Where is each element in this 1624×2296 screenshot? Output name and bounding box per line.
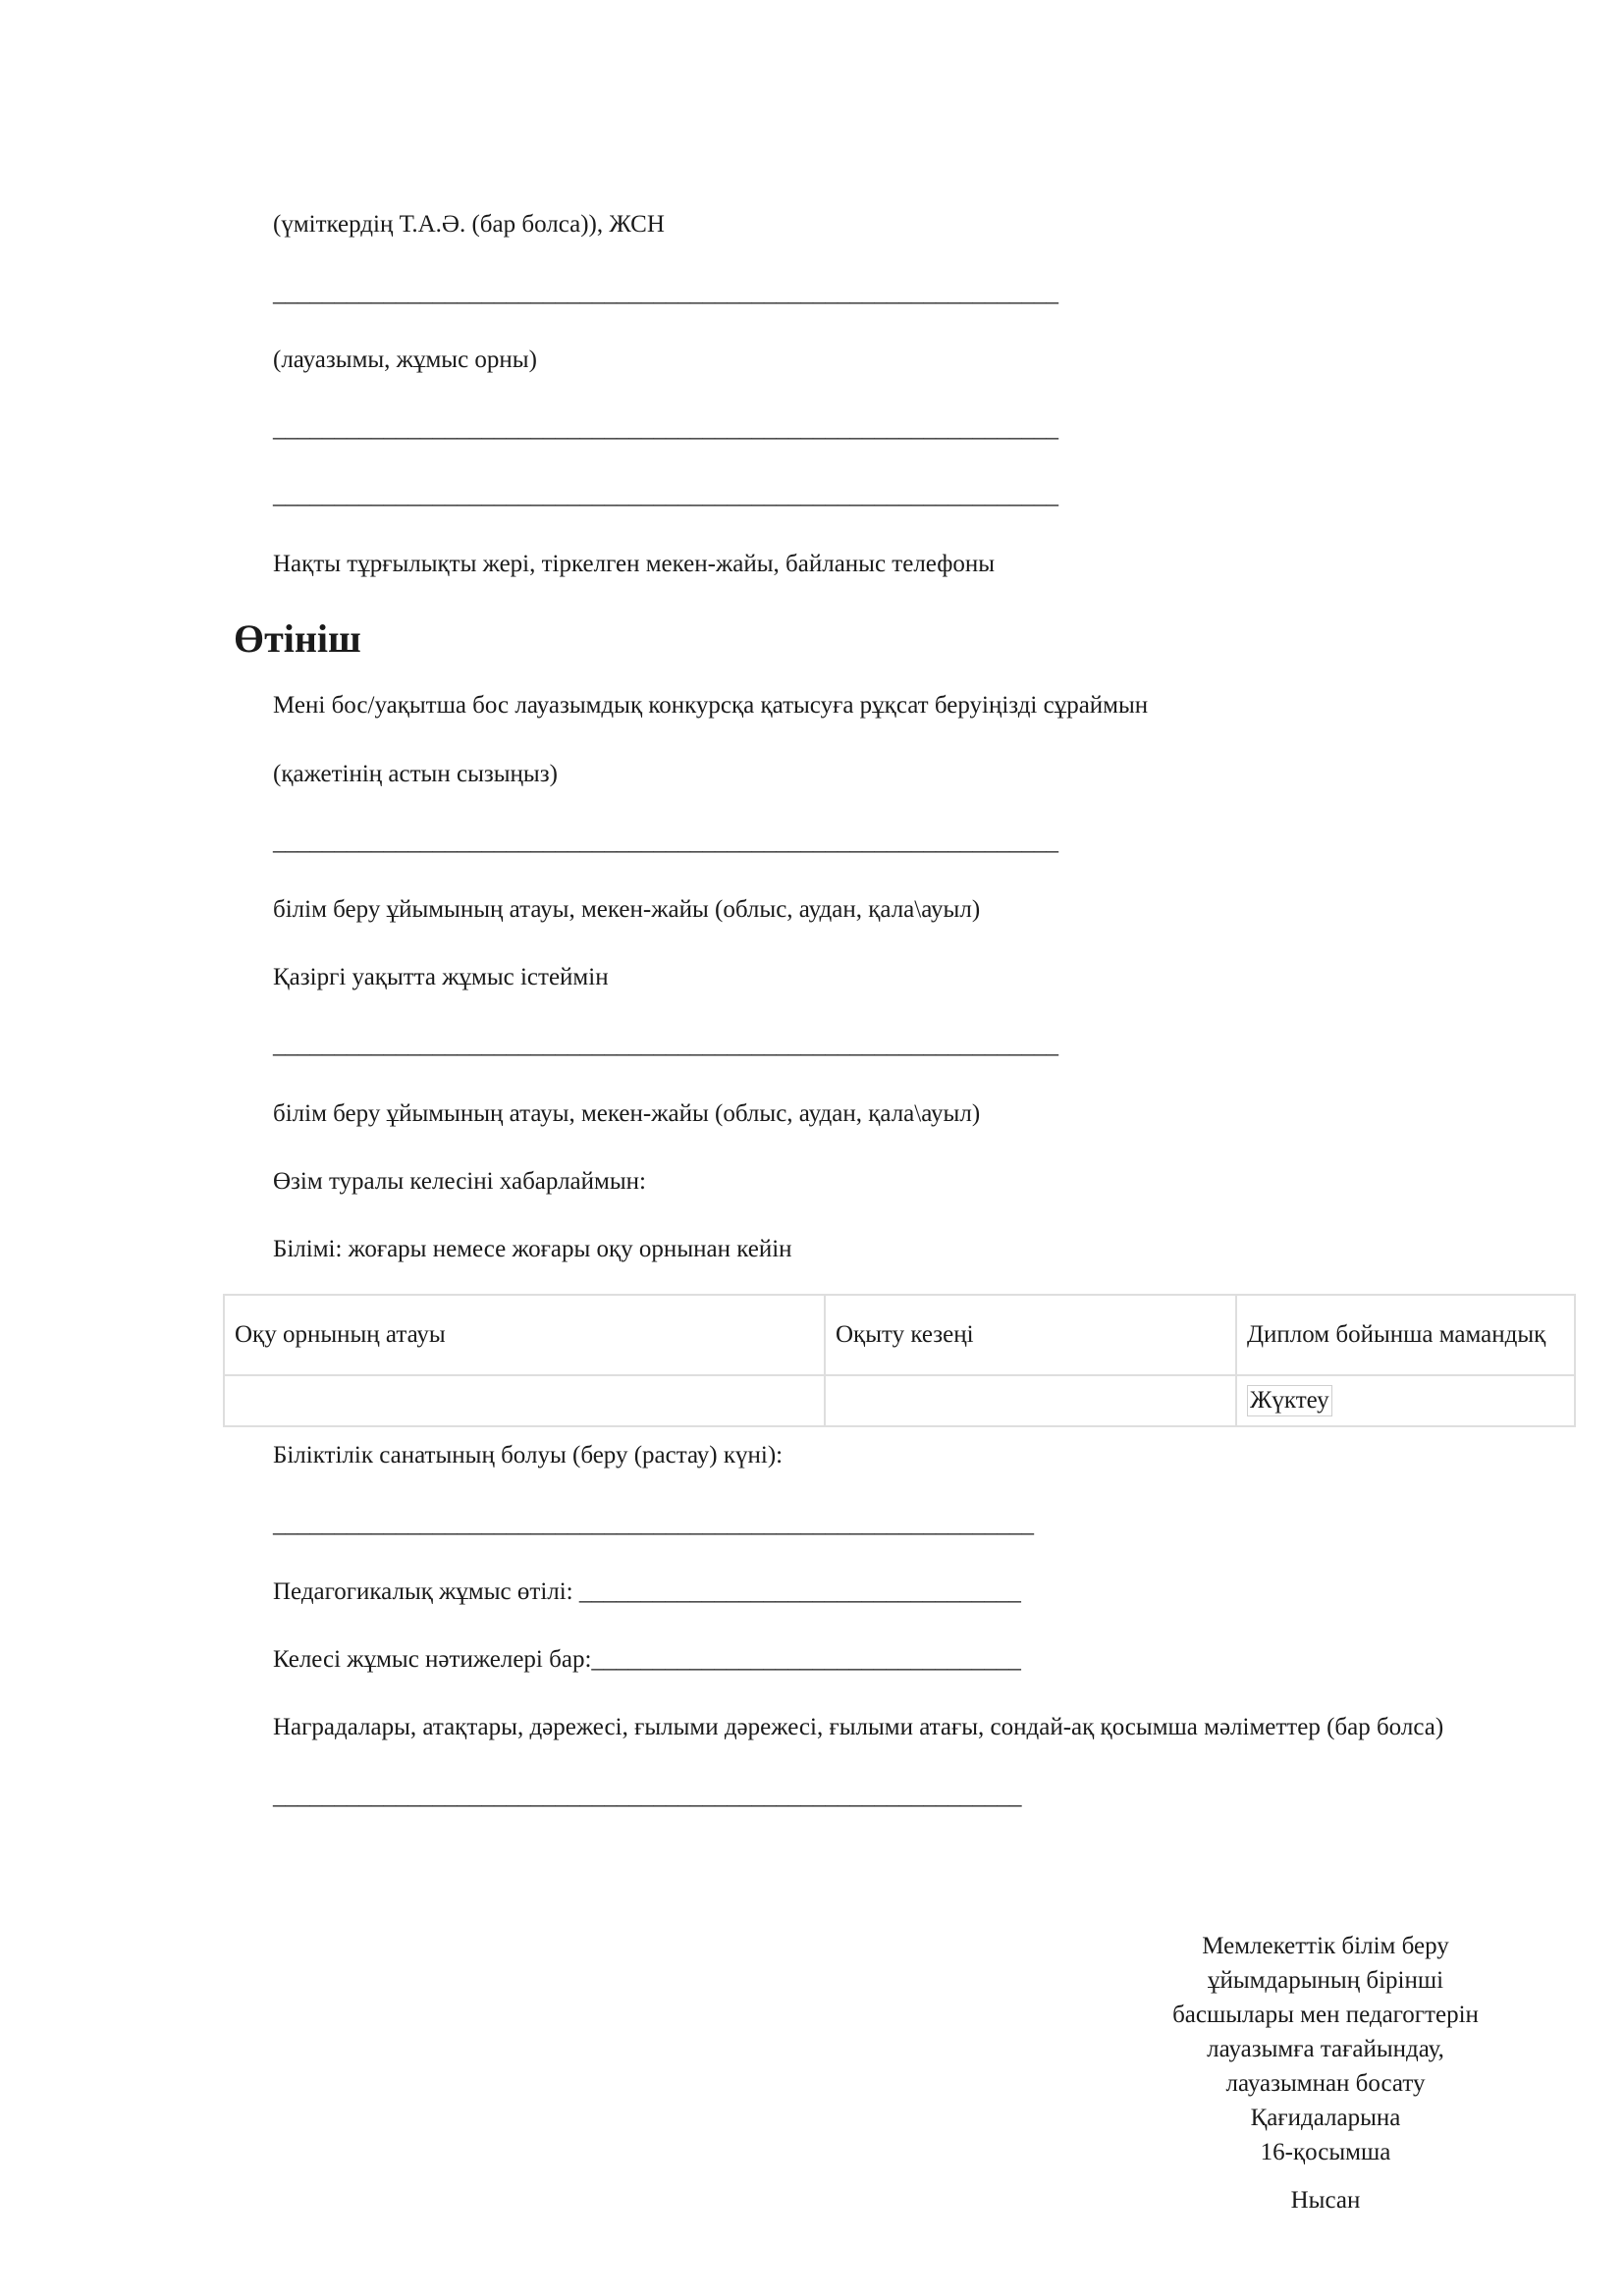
underline-note: (қажетінің астын сызыңыз): [273, 761, 558, 787]
ped-experience-text: Педагогикалық жұмыс өтілі: ____________________________________: [273, 1578, 1021, 1605]
appendix-line: ұйымдарының бірінші: [1207, 1967, 1444, 1994]
not-working-text: Қазіргі уақытта жұмыс істеймін: [273, 964, 609, 990]
upload-cell: [1236, 1375, 1575, 1426]
appendix-line: лауазымнан босату: [1225, 2070, 1426, 2097]
table-row: [224, 1375, 1575, 1426]
blank-line: ______________________________________________________________: [273, 1511, 1034, 1537]
org-name-caption: білім беру ұйымының атауы, мекен-жайы (облыс, аудан, қала\ауыл): [273, 1100, 981, 1127]
form-label: Нысан: [1290, 2187, 1361, 2214]
blank-line: ________________________________________________________________: [273, 1032, 1058, 1058]
blank-line: ________________________________________________________________: [273, 828, 1058, 855]
appendix-line: Мемлекеттік білім беру: [1202, 1933, 1449, 1959]
appendix-block: [1110, 1929, 1542, 2217]
awards-text: Наградалары, атақтары, дәрежесі, ғылыми дәрежесі, ғылыми атағы, сондай-ақ қосымша мәліметтер (бар болса): [273, 1714, 1444, 1740]
candidate-name-caption: (үміткердің Т.А.Ә. (бар болса)), ЖСН: [273, 211, 665, 238]
address-caption: Нақты тұрғылықты жері, тіркелген мекен-жайы, байланыс телефоны: [273, 551, 996, 577]
education-table: [223, 1294, 1576, 1427]
blank-line: ________________________________________________________________: [273, 280, 1058, 306]
blank-line: _____________________________________________________________: [273, 1783, 1022, 1809]
qualification-text: Біліктілік санатының болуы (беру (растау) күні):: [273, 1442, 784, 1468]
institution-cell[interactable]: [224, 1375, 825, 1426]
header-study-period: Оқыту кезеңі: [825, 1295, 1236, 1375]
education-text: Білімі: жоғары немесе жоғары оқу орнынан кейін: [273, 1236, 792, 1262]
page-title: Өтініш: [234, 616, 361, 661]
appendix-line: басшылары мен педагогтерін: [1172, 2002, 1479, 2028]
upload-button[interactable]: Жүктеу: [1247, 1385, 1332, 1416]
position-caption: (лауазымы, жұмыс орны): [273, 347, 537, 373]
appendix-line: Қағидаларына: [1250, 2105, 1401, 2131]
org-name-caption: білім беру ұйымының атауы, мекен-жайы (облыс, аудан, қала\ауыл): [273, 896, 981, 923]
work-results-text: Келесі жұмыс нәтижелері бар:___________________________________: [273, 1646, 1021, 1673]
header-institution: Оқу орнының атауы: [224, 1295, 825, 1375]
request-text: Мені бос/уақытша бос лауазымдық конкурсқа қатысуға рұқсат беруіңізді сұраймын: [273, 692, 1149, 719]
appendix-line: лауазымға тағайындау,: [1207, 2036, 1444, 2062]
study-period-cell[interactable]: [825, 1375, 1236, 1426]
appendix-line: 16-қосымша: [1260, 2139, 1391, 2165]
blank-line: ________________________________________________________________: [273, 482, 1058, 508]
table-header-row: [224, 1295, 1575, 1375]
header-diploma-specialty: Диплом бойынша мамандық: [1236, 1295, 1575, 1375]
blank-line: ________________________________________________________________: [273, 415, 1058, 442]
about-me-text: Өзім туралы келесіні хабарлаймын:: [273, 1168, 646, 1195]
